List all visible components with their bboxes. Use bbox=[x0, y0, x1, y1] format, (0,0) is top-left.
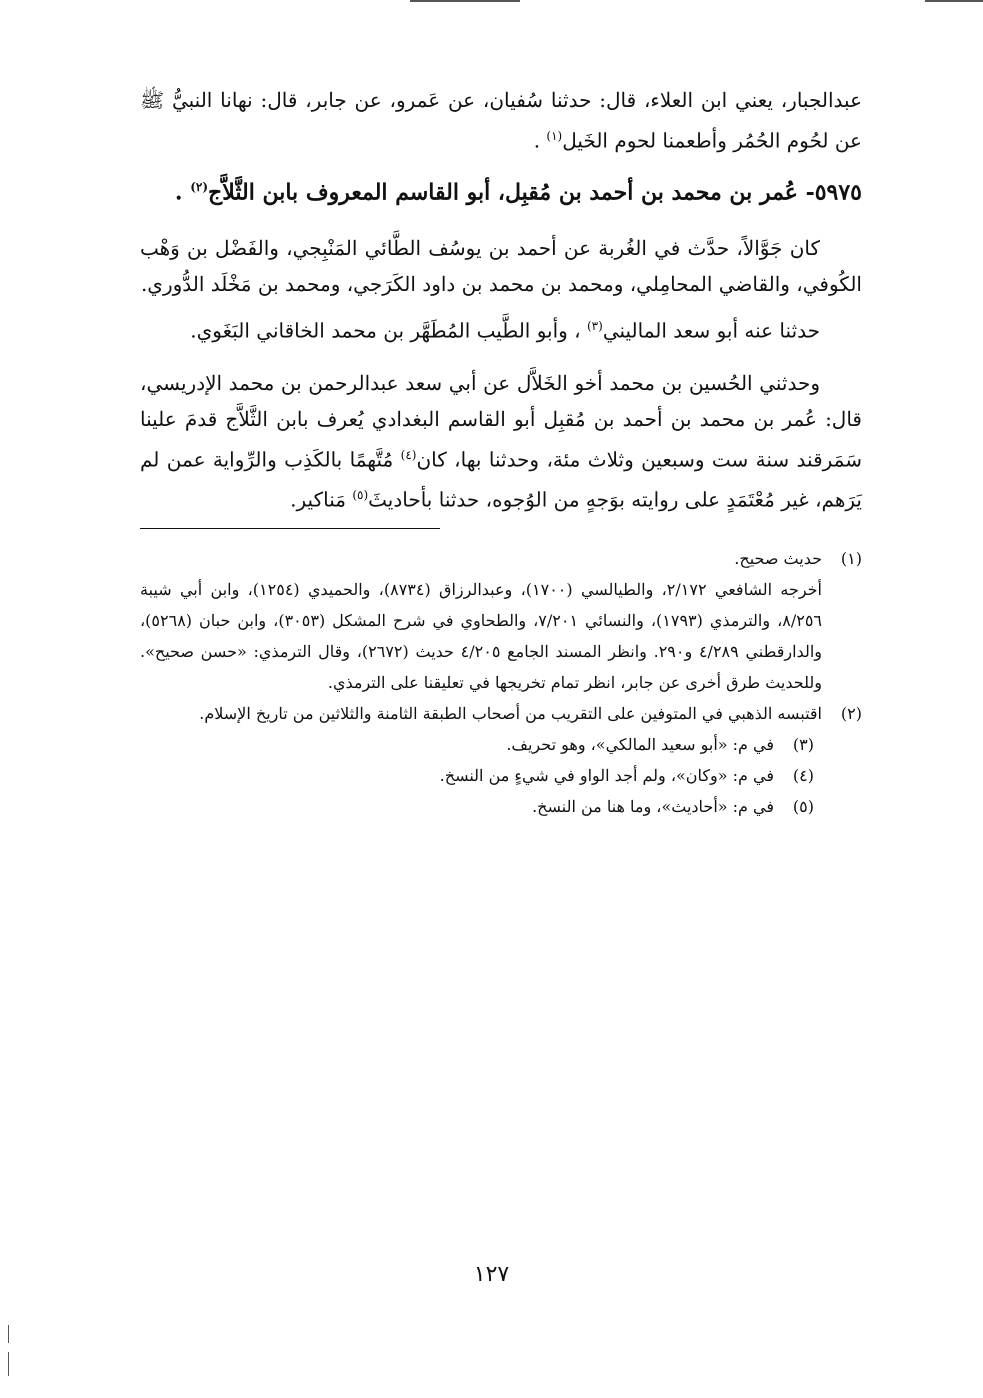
scan-artifact-left-1 bbox=[8, 1325, 9, 1343]
paragraph-2: كان جَوَّالاً، حدَّث في الغُربة عن أحمد بن يوسُف الطَّائي المَنْبِجي، والفَضْل بن وَهْب الكُوفي، والقاضي المحامِلي، ومحمد بن محمد بن داود الكَرَجي، ومحمد بن مَخْلَد الدُّوري. bbox=[140, 235, 862, 296]
scan-artifact-left-2 bbox=[8, 1352, 9, 1376]
footnote-ref-2[interactable]: (٢) bbox=[190, 179, 209, 194]
footnote-text: في م: «وكان»، ولم أجد الواو في شيءٍ من النسخ. bbox=[439, 765, 774, 785]
footnote-number: (٢) bbox=[840, 703, 862, 723]
entry-heading bbox=[140, 165, 862, 214]
footnote-ref-1[interactable]: (١) bbox=[546, 129, 563, 143]
footnote-number: (١) bbox=[840, 548, 862, 568]
page-number: ١٢٧ bbox=[473, 1262, 510, 1287]
footnote-text: حديث صحيح. bbox=[734, 548, 822, 568]
footnote-ref-4[interactable]: (٤) bbox=[400, 447, 417, 462]
footnote-3 bbox=[140, 729, 862, 760]
scan-artifact-top-1 bbox=[410, 0, 520, 2]
footnote-divider bbox=[140, 528, 440, 529]
footnotes bbox=[140, 543, 862, 822]
paragraph-1-end: . bbox=[533, 128, 547, 153]
footnote-4 bbox=[140, 760, 862, 791]
entry-heading-end: . bbox=[174, 178, 191, 205]
footnote-text: أخرجه الشافعي ٢/١٧٢، والطيالسي (١٧٠٠)، وعبدالرزاق (٨٧٣٤)، والحميدي (١٢٥٤)، وابن أبي شيبة ٨/٢٥٦، والترمذي (١٧٩٣)، والنسائي ٧/٢٠١، والطحاوي في شرح المشكل (٣٠٥٣)، وابن حبان (٥٢٦٨)، والدارقطني ٤/٢٨٩ و٢٩٠. وانظر المسند الجامع ٤/٢٠٥ حديث (٢٦٧٢)، وقال الترمذي: «حسن صحيح». وللحديث طرق أخرى عن جابر، انظر تمام تخريجها في تعليقنا على الترمذي. bbox=[140, 579, 823, 692]
scan-artifact-top-2 bbox=[925, 0, 983, 2]
footnote-number: (٥) bbox=[792, 796, 814, 816]
footnote-number: (٤) bbox=[792, 765, 814, 785]
paragraph-4-text-b: مُتَّهمًا بالكَذِب والرِّواية عمن لم يَرَهم، غير مُعْتَمَدٍ على روايته بوَجهٍ من الوُجوه، حدثنا بأحاديثَ bbox=[140, 447, 862, 512]
footnote-2 bbox=[140, 698, 862, 729]
footnote-text: في م: «أبو سعيد المالكي»، وهو تحريف. bbox=[506, 734, 774, 754]
paragraph-3-text-a: حدثنا عنه أبو سعد الماليني bbox=[602, 318, 820, 343]
footnote-ref-3[interactable]: (٣) bbox=[586, 318, 603, 333]
footnote-5 bbox=[140, 791, 862, 822]
footnote-text: في م: «أحاديث»، وما هنا من النسخ. bbox=[532, 796, 774, 816]
page-content bbox=[140, 82, 862, 822]
paragraph-1 bbox=[140, 82, 862, 159]
paragraph-4-text-a: وحدثني الحُسين بن محمد أخو الخَلاَّل عن أبي سعد عبدالرحمن بن محمد الإدريسي، قال: عُمر بن محمد بن أحمد بن مُقبِل أبو القاسم البغدادي يُعرف بابن الثَّلاَّج قدمَ علينا سَمَرقند سنة ست وسبعين وثلاث مئة، وحدثنا بها، كان bbox=[140, 370, 863, 472]
footnote-1 bbox=[140, 543, 862, 698]
paragraph-3-text-b: ، وأبو الطَّيب المُطَهَّر بن محمد الخاقاني البَغَوي. bbox=[190, 318, 587, 343]
entry-heading-text: ٥٩٧٥- عُمر بن محمد بن أحمد بن مُقبِل، أبو القاسم المعروف بابن الثَّلاَّج bbox=[208, 178, 862, 205]
paragraph-3 bbox=[140, 308, 862, 349]
footnote-ref-5[interactable]: (٥) bbox=[352, 488, 369, 503]
paragraph-4 bbox=[140, 365, 862, 518]
paragraph-4-text-c: مَناكير. bbox=[290, 487, 353, 512]
footnote-text: اقتبسه الذهبي في المتوفين على التقريب من أصحاب الطبقة الثامنة والثلاثين من تاريخ الإسلام. bbox=[199, 703, 822, 723]
paragraph-1-text: عبدالجبار، يعني ابن العلاء، قال: حدثنا سُفيان، عن عَمرو، عن جابر، قال: نهانا النبيُّ ﷺ عن لحُوم الحُمُر وأطعمنا لحوم الخَيل bbox=[140, 88, 862, 153]
footnote-number: (٣) bbox=[792, 734, 814, 754]
